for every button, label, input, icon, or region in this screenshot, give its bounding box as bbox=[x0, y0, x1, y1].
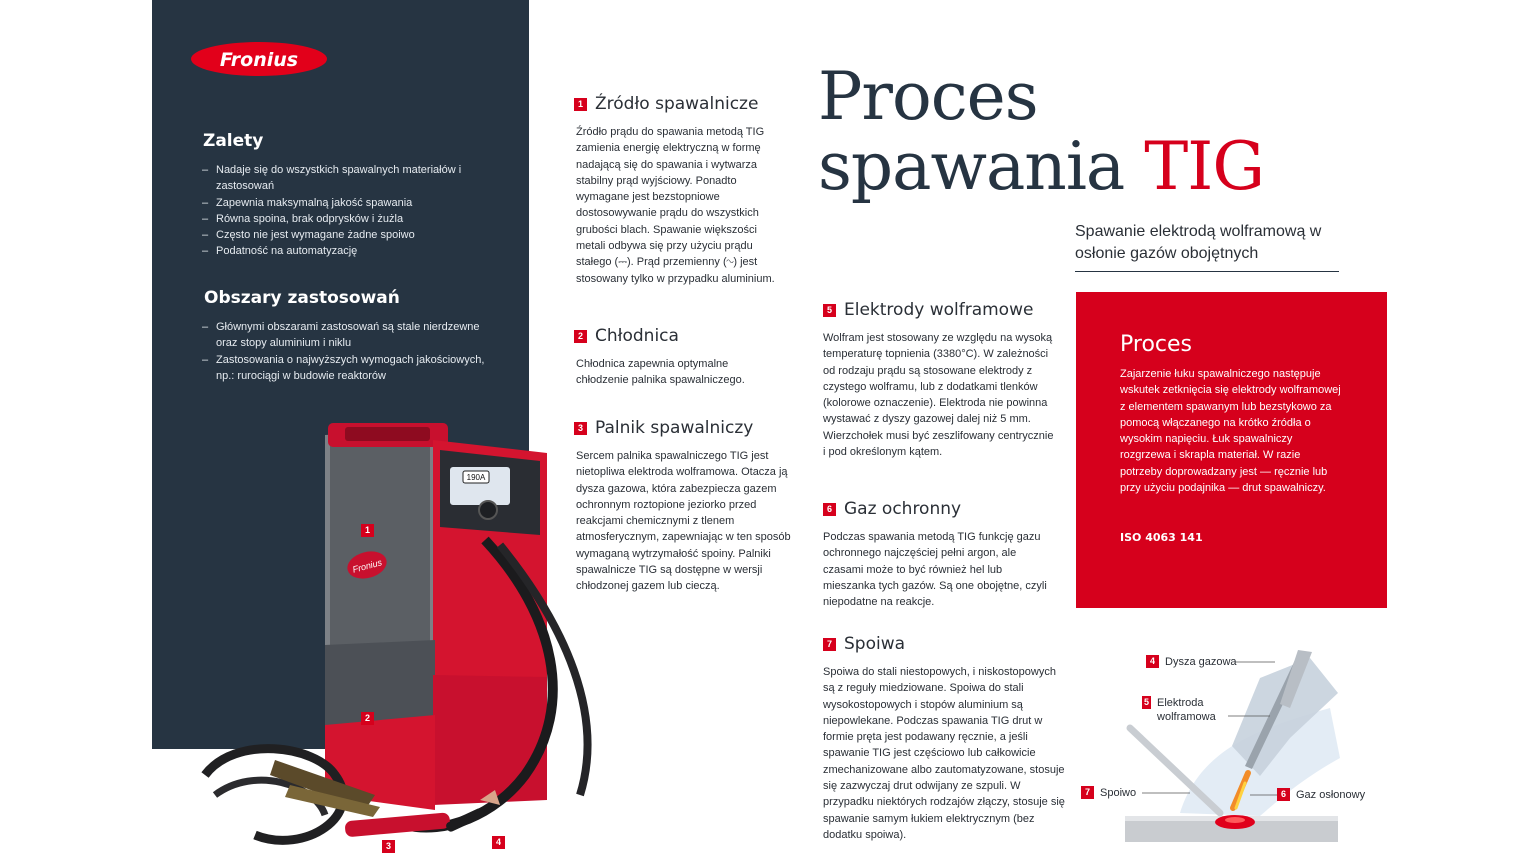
section-text-source: Źródło prądu do spawania metodą TIG zamienia energię elektryczną w formę nadającą się do spawania i wytwarza stabilny prąd wyjściowy. Ponadto wymagane jest bezstopniowe dostosowywanie prądu do wszystkich grubości blach. Spawanie większości metali odbywa się przy użyciu prądu stałego (⎓). Prąd przemienny (∿) jest stosowany tylko w przypadku aluminium. bbox=[576, 126, 775, 285]
advantages-list bbox=[202, 162, 502, 260]
process-box-text: Zajarzenie łuku spawalniczego następuje wskutek zetknięcia się elektrody wolframowej z elementem spawanym lub bezstykowo za pomocą włączanego na krótko źródła o wysokim napięciu. Łuk spawalniczy rozgrzewa i skrapla materiał. W razie potrzeby doprowadzany jest — ręcznie lub przy użyciu podajnika — drut spawalniczy. bbox=[1120, 368, 1341, 495]
marker-3: 3 bbox=[382, 840, 395, 853]
page-title: Proces spawania TIG bbox=[818, 58, 1265, 205]
section-text-electrodes: Wolfram jest stosowany ze względu na wysoką temperaturę topnienia (3380°C). W zależności od rodzaju prądu są stosowane elektrody z czystego wolframu, lub z dodatkami tlenków (kolorowe oznaczenie). Elektroda nie powinna wystawać z dyszy gazowej dalej niż 5 mm. Wierzchołek musi być zeszlifowany centrycznie i pod określonym kątem. bbox=[823, 332, 1054, 459]
section-heading-electrodes: 5 Elektrody wolframowe bbox=[823, 300, 1033, 320]
section-heading-source: 1 Źródło spawalnicze bbox=[574, 94, 758, 114]
svg-text:Fronius: Fronius bbox=[219, 49, 299, 71]
marker-4: 4 bbox=[492, 836, 505, 849]
section-heading-cooler: 2 Chłodnica bbox=[574, 326, 679, 346]
marker-1: 1 bbox=[361, 524, 374, 537]
diagram-label-nozzle: 4 Dysza gazowa bbox=[1146, 655, 1237, 669]
process-standard: ISO 4063 141 bbox=[1120, 531, 1203, 544]
subtitle-divider bbox=[1075, 271, 1339, 272]
list-item: – Podatność na automatyzację bbox=[202, 243, 502, 259]
list-item: – Zastosowania o najwyższych wymogach jakościowych, np.: rurociągi w budowie reaktorów bbox=[202, 352, 492, 385]
diagram-label-electrode: 5 Elektroda wolframowa bbox=[1144, 697, 1216, 723]
diagram-label-filler: 7 Spoiwo bbox=[1081, 786, 1136, 800]
tig-torch-diagram bbox=[1120, 648, 1345, 848]
list-item: – Głównymi obszarami zastosowań są stale nierdzewne oraz stopy aluminium i niklu bbox=[202, 319, 492, 352]
section-text-gas: Podczas spawania metodą TIG funkcję gazu ochronnego najczęściej pełni argon, ale czasami może to być również hel lub mieszanka tych gazów. Są one obojętne, czyli niepodatne na reakcje. bbox=[823, 531, 1047, 609]
section-heading-filler: 7 Spoiwa bbox=[823, 634, 905, 654]
applications-list bbox=[202, 319, 492, 384]
fronius-logo bbox=[190, 40, 328, 78]
page-subtitle: Spawanie elektrodą wolframową w osłonie gazów obojętnych bbox=[1075, 223, 1322, 262]
list-item: – Równa spoina, brak odprysków i żużla bbox=[202, 211, 502, 227]
section-text-torch: Sercem palnika spawalniczego TIG jest nietopliwa elektroda wolframowa. Otacza ją dysza gazowa, która zabezpiecza gazem ochronnym roztopione jeziorko przed reakcjami chemicznymi z tlenem atmosferycznym, zapewniając w ten sposób wymaganą wytrzymałość spoiny. Palniki spawalnicze TIG są dostępne w wersji chłodzonej gazem lub cieczą. bbox=[576, 450, 791, 593]
marker-2: 2 bbox=[361, 712, 374, 725]
process-box-title: Proces bbox=[1120, 332, 1192, 357]
list-item: – Zapewnia maksymalną jakość spawania bbox=[202, 195, 502, 211]
list-item: – Nadaje się do wszystkich spawalnych materiałów i zastosowań bbox=[202, 162, 502, 195]
svg-text:190A: 190A bbox=[466, 473, 486, 482]
advantages-heading: Zalety bbox=[203, 131, 264, 151]
section-text-cooler: Chłodnica zapewnia optymalne chłodzenie palnika spawalniczego. bbox=[576, 358, 745, 387]
section-heading-gas: 6 Gaz ochronny bbox=[823, 499, 961, 519]
section-text-filler: Spoiwa do stali niestopowych, i niskostopowych są z reguły miedziowane. Spoiwa do stali wysokostopowych i stopów aluminium są niepowlekane. Podczas spawania TIG drut w formie pręta jest podawany ręcznie, a jeśli spawanie TIG jest częściowo lub całkowicie zmechanizowane albo zautomatyzowane, stosuje się zazwyczaj drut odwijany ze szpuli. W przypadku niektórych rodzajów złączy, stosuje się spawanie samym łukiem elektrycznym (bez dodatku spoiwa). bbox=[823, 666, 1065, 841]
svg-text:Fronius: Fronius bbox=[351, 557, 384, 575]
applications-heading: Obszary zastosowań bbox=[204, 288, 400, 308]
diagram-label-gas: 6 Gaz osłonowy bbox=[1277, 788, 1365, 802]
section-heading-torch: 3 Palnik spawalniczy bbox=[574, 418, 753, 438]
list-item: – Często nie jest wymagane żadne spoiwo bbox=[202, 227, 502, 243]
